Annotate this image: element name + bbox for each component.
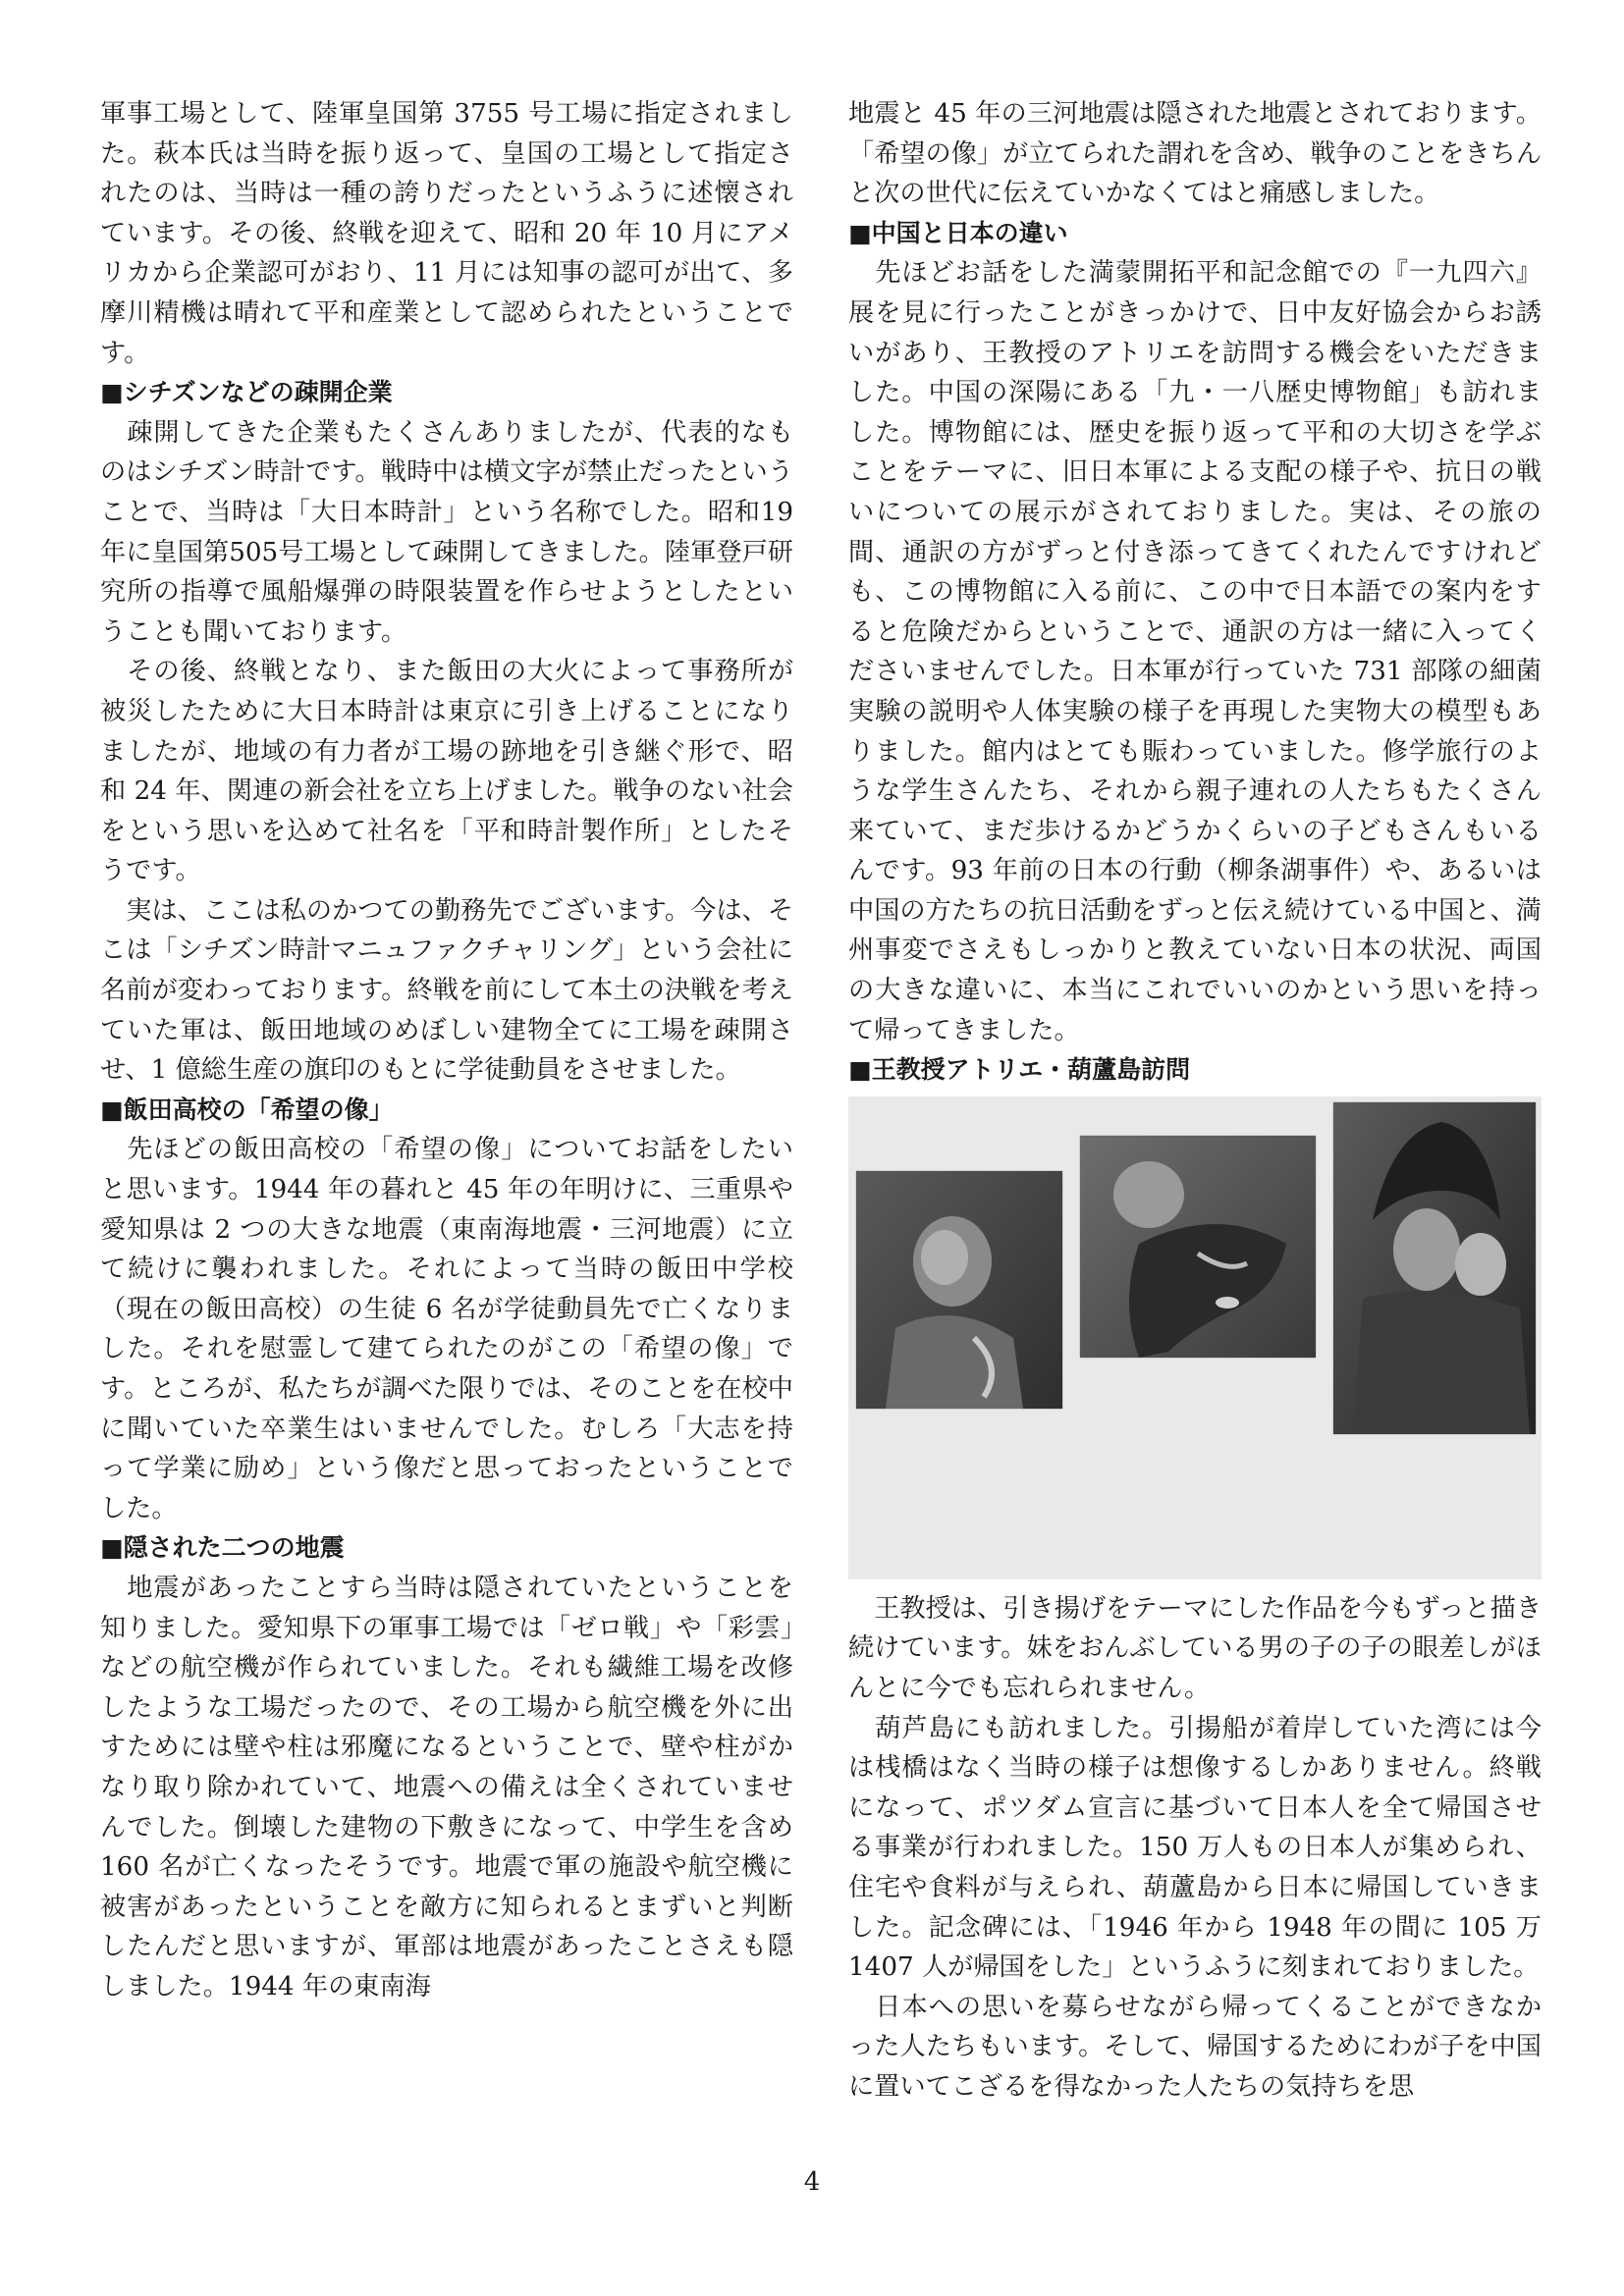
section-heading-iida-statue: ■飯田高校の「希望の像」	[100, 1095, 394, 1124]
paragraph: 日本への思いを募らせながら帰ってくることができなかった人たちもいます。そして、帰国するためにわが子を中国に置いてこざるを得なかった人たちの気持ちを思	[848, 1992, 1543, 2102]
section-heading-citizen: ■シチズンなどの疎開企業	[100, 378, 393, 407]
painting-child-portrait	[856, 1171, 1062, 1409]
paragraph: 王教授は、引き揚げをテーマにした作品を今もずっと描き続けています。妹をおんぶしている男の子の子の眼差しがほんとに今でも忘れられません。	[848, 1593, 1543, 1704]
paragraph: 葫芦島にも訪れました。引揚船が着岸していた湾には今は桟橋はなく当時の様子は想像するしかありません。終戦になって、ポツダム宣言に基づいて日本人を全て帰国させる事業が行われました。150 万人もの日本人が集められ、住宅や食料が与えられ、葫蘆島から日本に帰国していきました。記念碑には、「1946 年から 1948 年の間に 105 万 1407 人が帰国をした」というふうに刻まれておりました。	[848, 1713, 1543, 1983]
section-heading-hidden-earthquakes: ■隠された二つの地震	[100, 1533, 345, 1563]
paragraph: 地震と 45 年の三河地震は隠された地震とされております。「希望の像」が立てられた謂れを含め、戦争のことをきちんと次の世代に伝えていかなくてはと痛感しました。	[848, 99, 1543, 209]
right-column	[848, 94, 1542, 2108]
paragraph: その後、終戦となり、また飯田の大火によって事務所が被災したために大日本時計は東京に引き上げることになりましたが、地域の有力者が工場の跡地を引き継ぐ形で、昭和 24 年、関連の新会社を立ち上げました。戦争のない社会をという思いを込めて社名を「平和時計製作所」としたそうです。	[100, 657, 794, 886]
painting-horse	[1080, 1136, 1316, 1358]
paragraph: 地震があったことすら当時は隠されていたということを知りました。愛知県下の軍事工場では「ゼロ戦」や「彩雲」などの航空機が作られていました。それも繊維工場を改修したような工場だったので、その工場から航空機を外に出すためには壁や柱は邪魔になるということで、壁や柱がかなり取り除かれていて、地震への備えは全くされていませんでした。倒壊した建物の下敷きになって、中学生を含め 160 名が亡くなったそうです。地震で軍の施設や航空機に被害があったということを敵方に知られるとまずいと判断したんだと思いますが、軍部は地震があったことさえも隠しました。1944 年の東南海	[100, 1573, 793, 2002]
page-number: 4	[803, 2167, 821, 2197]
section-heading-atelier-visit: ■王教授アトリエ・葫蘆島訪問	[848, 1055, 1191, 1085]
paintings-photo	[848, 1096, 1542, 1579]
paragraph: 実は、ここは私のかつての勤務先でございます。今は、そこは「シチズン時計マニュファクチャリング」という会社に名前が変わっております。終戦を前にして本土の決戦を考えていた軍は、飯田地域のめぼしい建物全てに工場を疎開させ、1 億総生産の旗印のもとに学徒動員をさせました。	[100, 895, 794, 1086]
paragraph: 先ほどお話をした満蒙開拓平和記念館での『一九四六』展を見に行ったことがきっかけで、日中友好協会からお誘いがあり、王教授のアトリエを訪問する機会をいただきました。中国の深陽にある「九・一八歴史博物館」も訪れました。博物館には、歴史を振り返って平和の大切さを学ぶことをテーマに、旧日本軍による支配の様子や、抗日の戦いについての展示がされておりました。実は、その旅の間、通訳の方がずっと付き添ってきてくれたんですけれども、この博物館に入る前に、この中で日本語での案内をすると危険だからということで、通訳の方は一緒に入ってくださいませんでした。日本軍が行っていた 731 部隊の細菌実験の説明や人体実験の様子を再現した実物大の模型もありました。館内はとても賑わっていました。修学旅行のような学生さんたち、それから親子連れの人たちもたくさん来ていて、まだ歩けるかどうかくらいの子どもさんもいるんです。93 年前の日本の行動（柳条湖事件）や、あるいは中国の方たちの抗日活動をずっと伝え続けている中国と、満州事変でさえもしっかりと教えていない日本の状況、両国の大きな違いに、本当にこれでいいのかという思いを持って帰ってきました。	[848, 258, 1543, 1045]
paragraph: 先ほどの飯田高校の「希望の像」についてお話をしたいと思います。1944 年の暮れと 45 年の年明けに、三重県や愛知県は 2 つの大きな地震（東南海地震・三河地震）に立て続けに襲われました。それによって当時の飯田中学校（現在の飯田高校）の生徒 6 名が学徒動員先で亡くなりました。それを慰霊して建てられたのがこの「希望の像」です。ところが、私たちが調べた限りでは、そのことを在校中に聞いていた卒業生はいませんでした。むしろ「大志を持って学業に励め」という像だと思っておったということでした。	[100, 1135, 793, 1523]
section-heading-china-japan: ■中国と日本の違い	[848, 218, 1068, 247]
paragraph: 軍事工場として、陸軍皇国第 3755 号工場に指定されました。萩本氏は当時を振り返って、皇国の工場として指定されたのは、当時は一種の誇りだったというふうに述懐されています。その後、終戦を迎えて、昭和 20 年 10 月にアメリカから企業認可がおり、11 月には知事の認可が出て、多摩川精機は晴れて平和産業として認められたということです。	[100, 99, 793, 368]
painting-boy-carrying-sister	[1333, 1102, 1536, 1434]
paragraph: 疎開してきた企業もたくさんありましたが、代表的なものはシチズン時計です。戦時中は横文字が禁止だったということで、当時は「大日本時計」という名称でした。昭和19年に皇国第505号工場として疎開してきました。陸軍登戸研究所の指導で風船爆弾の時限装置を作らせようとしたということも聞いております。	[100, 417, 794, 647]
left-column	[100, 94, 793, 2007]
